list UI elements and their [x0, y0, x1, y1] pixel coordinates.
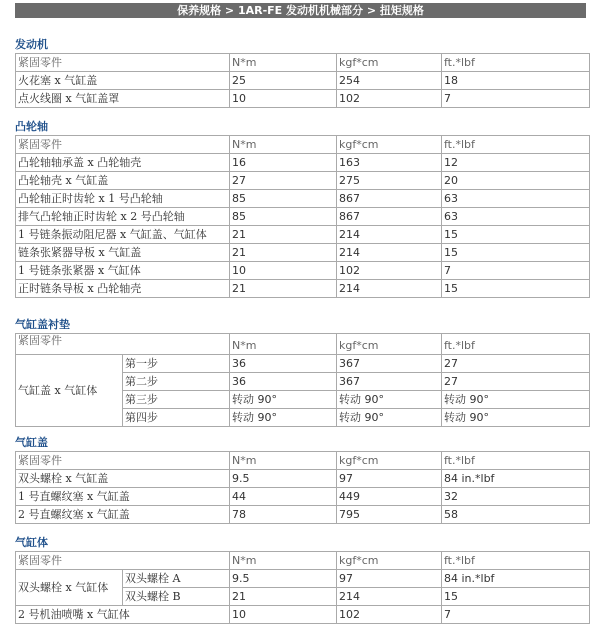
cell-kgf: 367: [337, 355, 442, 373]
cell-part: 1 号直螺纹塞 x 气缸盖: [16, 488, 230, 506]
cell-kgf: 102: [337, 606, 442, 624]
cell-part: 正时链条导板 x 凸轮轴壳: [16, 280, 230, 298]
cell-part: 点火线圈 x 气缸盖罩: [16, 90, 230, 108]
cell-kgf: 102: [337, 262, 442, 280]
header-kgf: kgf*cm: [337, 136, 442, 154]
cell-part: 2 号机油喷嘴 x 气缸体: [16, 606, 230, 624]
cell-nm: 10: [230, 262, 337, 280]
cell-ft: 7: [442, 262, 590, 280]
cell-nm: 25: [230, 72, 337, 90]
header-ftlbf: ft.*lbf: [442, 136, 590, 154]
cell-nm: 36: [230, 373, 337, 391]
cell-kgf: 214: [337, 280, 442, 298]
cell-part: 凸轮轴正时齿轮 x 1 号凸轮轴: [16, 190, 230, 208]
section-title-gasket: 气缸盖衬垫: [15, 318, 70, 331]
section-engine: [15, 38, 590, 108]
header-nm: N*m: [230, 452, 337, 470]
cell-step: 第一步: [123, 355, 230, 373]
header-part: 紧固零件: [16, 452, 230, 470]
cell-kgf: 214: [337, 244, 442, 262]
table-header-row: [16, 452, 590, 470]
cell-ft: 63: [442, 208, 590, 226]
cell-nm: 21: [230, 244, 337, 262]
cell-nm: 78: [230, 506, 337, 524]
cell-nm: 9.5: [230, 570, 337, 588]
table-header-row: [16, 136, 590, 154]
cell-ft: 63: [442, 190, 590, 208]
cell-kgf: 163: [337, 154, 442, 172]
cell-ft: 27: [442, 373, 590, 391]
table-row: [16, 244, 590, 262]
cell-part: 凸轮轴轴承盖 x 凸轮轴壳: [16, 154, 230, 172]
cell-part: 气缸盖 x 气缸体: [16, 355, 123, 427]
section-title-camshaft: 凸轮轴: [15, 120, 48, 133]
header-kgf: kgf*cm: [337, 552, 442, 570]
header-nm: N*m: [230, 552, 337, 570]
cell-nm: 44: [230, 488, 337, 506]
cell-nm: 转动 90°: [230, 391, 337, 409]
table-row: [16, 470, 590, 488]
cell-nm: 36: [230, 355, 337, 373]
header-kgf: kgf*cm: [337, 54, 442, 72]
header-nm: N*m: [230, 334, 337, 355]
cell-kgf: 449: [337, 488, 442, 506]
cell-part: 凸轮轴壳 x 气缸盖: [16, 172, 230, 190]
table-row: [16, 154, 590, 172]
cell-kgf: 转动 90°: [337, 391, 442, 409]
cell-nm: 21: [230, 280, 337, 298]
table-row: [16, 262, 590, 280]
table-header-row: [16, 334, 590, 355]
section-gasket: [15, 318, 590, 427]
section-title-cylinder-head: 气缸盖: [15, 436, 48, 449]
table-row: [16, 606, 590, 624]
cell-ft: 15: [442, 244, 590, 262]
cell-part: 1 号链条张紧器 x 气缸体: [16, 262, 230, 280]
header-part: 紧固零件: [16, 54, 230, 72]
table-row: [16, 488, 590, 506]
section-cylinder-block: [15, 536, 590, 624]
cell-ft: 15: [442, 588, 590, 606]
cell-ft: 15: [442, 226, 590, 244]
cell-ft: 20: [442, 172, 590, 190]
cell-stud: 双头螺栓 A: [123, 570, 230, 588]
cell-step: 第二步: [123, 373, 230, 391]
cell-nm: 转动 90°: [230, 409, 337, 427]
cell-kgf: 97: [337, 570, 442, 588]
table-header-row: [16, 552, 590, 570]
section-title-engine: 发动机: [15, 38, 48, 51]
table-gasket: [15, 333, 590, 427]
table-row: [16, 226, 590, 244]
table-row: [16, 72, 590, 90]
table-row: [16, 90, 590, 108]
cell-part: 排气凸轮轴正时齿轮 x 2 号凸轮轴: [16, 208, 230, 226]
table-camshaft: [15, 135, 590, 298]
cell-nm: 85: [230, 190, 337, 208]
cell-ft: 转动 90°: [442, 391, 590, 409]
table-row: [16, 355, 590, 373]
cell-ft: 84 in.*lbf: [442, 470, 590, 488]
cell-ft: 27: [442, 355, 590, 373]
header-kgf: kgf*cm: [337, 334, 442, 355]
section-camshaft: [15, 120, 590, 298]
cell-nm: 27: [230, 172, 337, 190]
cell-kgf: 275: [337, 172, 442, 190]
header-kgf: kgf*cm: [337, 452, 442, 470]
cell-kgf: 795: [337, 506, 442, 524]
table-row: [16, 570, 590, 588]
table-row: [16, 280, 590, 298]
cell-part: 双头螺栓 x 气缸体: [16, 570, 123, 606]
section-title-cylinder-block: 气缸体: [15, 536, 48, 549]
cell-part: 链条张紧器导板 x 气缸盖: [16, 244, 230, 262]
cell-stud: 双头螺栓 B: [123, 588, 230, 606]
table-cylinder-block: [15, 551, 590, 624]
page-header: 保养规格 > 1AR-FE 发动机机械部分 > 扭矩规格: [15, 3, 586, 18]
cell-nm: 21: [230, 226, 337, 244]
table-row: [16, 208, 590, 226]
cell-ft: 7: [442, 90, 590, 108]
cell-ft: 15: [442, 280, 590, 298]
cell-kgf: 214: [337, 588, 442, 606]
cell-nm: 16: [230, 154, 337, 172]
cell-ft: 转动 90°: [442, 409, 590, 427]
cell-ft: 58: [442, 506, 590, 524]
cell-ft: 32: [442, 488, 590, 506]
cell-part: 双头螺栓 x 气缸盖: [16, 470, 230, 488]
table-row: [16, 172, 590, 190]
header-ftlbf: ft.*lbf: [442, 334, 590, 355]
cell-nm: 9.5: [230, 470, 337, 488]
table-cylinder-head: [15, 451, 590, 524]
header-nm: N*m: [230, 136, 337, 154]
cell-step: 第四步: [123, 409, 230, 427]
section-cylinder-head: [15, 436, 590, 524]
cell-step: 第三步: [123, 391, 230, 409]
header-ftlbf: ft.*lbf: [442, 452, 590, 470]
table-engine: [15, 53, 590, 108]
table-header-row: [16, 54, 590, 72]
cell-part: 1 号链条振动阻尼器 x 气缸盖、气缸体: [16, 226, 230, 244]
header-part: 紧固零件: [16, 334, 230, 355]
cell-kgf: 867: [337, 190, 442, 208]
cell-kgf: 102: [337, 90, 442, 108]
cell-kgf: 367: [337, 373, 442, 391]
header-nm: N*m: [230, 54, 337, 72]
cell-kgf: 867: [337, 208, 442, 226]
cell-ft: 7: [442, 606, 590, 624]
cell-ft: 84 in.*lbf: [442, 570, 590, 588]
cell-kgf: 转动 90°: [337, 409, 442, 427]
cell-ft: 12: [442, 154, 590, 172]
cell-part: 火花塞 x 气缸盖: [16, 72, 230, 90]
header-part: 紧固零件: [16, 552, 230, 570]
header-ftlbf: ft.*lbf: [442, 54, 590, 72]
cell-nm: 10: [230, 90, 337, 108]
table-row: [16, 190, 590, 208]
cell-kgf: 97: [337, 470, 442, 488]
cell-kgf: 254: [337, 72, 442, 90]
cell-part: 2 号直螺纹塞 x 气缸盖: [16, 506, 230, 524]
header-ftlbf: ft.*lbf: [442, 552, 590, 570]
cell-nm: 85: [230, 208, 337, 226]
cell-kgf: 214: [337, 226, 442, 244]
cell-ft: 18: [442, 72, 590, 90]
cell-nm: 21: [230, 588, 337, 606]
header-part: 紧固零件: [16, 136, 230, 154]
cell-nm: 10: [230, 606, 337, 624]
table-row: [16, 506, 590, 524]
